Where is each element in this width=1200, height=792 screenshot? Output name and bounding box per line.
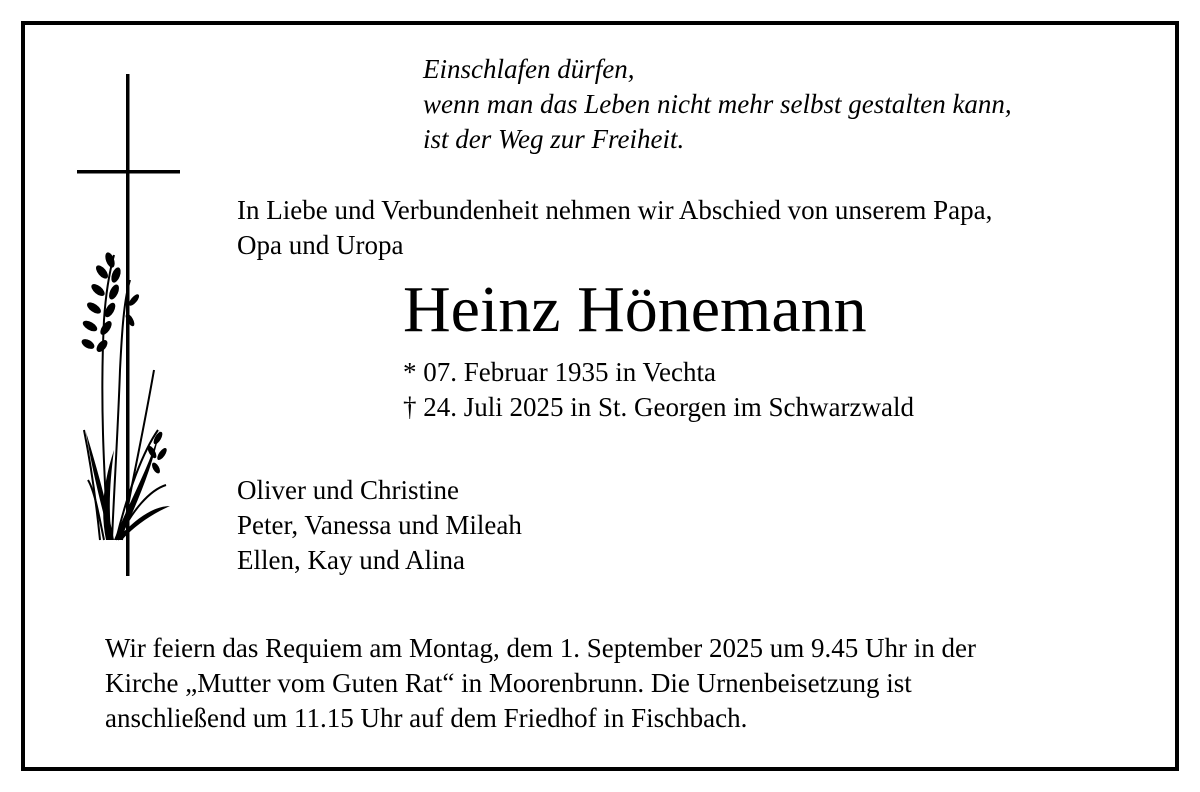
death-date: † 24. Juli 2025 in St. Georgen im Schwarzwald <box>403 392 914 422</box>
intro-line: In Liebe und Verbundenheit nehmen wir Abschied von unserem Papa, <box>237 195 993 225</box>
poem-line: Einschlafen dürfen, <box>423 54 635 84</box>
family-list <box>237 473 522 578</box>
family-line: Ellen, Kay und Alina <box>237 545 465 575</box>
poem-line: wenn man das Leben nicht mehr selbst gestalten kann, <box>423 89 1012 119</box>
service-line: Wir feiern das Requiem am Montag, dem 1. September 2025 um 9.45 Uhr in der <box>105 633 976 663</box>
service-info <box>105 631 976 736</box>
intro-text <box>237 193 992 263</box>
birth-date: * 07. Februar 1935 in Vechta <box>403 357 716 387</box>
family-line: Oliver und Christine <box>237 475 459 505</box>
epigraph-poem <box>423 52 1012 157</box>
life-dates <box>403 355 914 425</box>
service-line: Kirche „Mutter vom Guten Rat“ in Moorenbrunn. Die Urnenbeisetzung ist <box>105 668 912 698</box>
service-line: anschließend um 11.15 Uhr auf dem Friedhof in Fischbach. <box>105 703 748 733</box>
deceased-name: Heinz Hönemann <box>403 273 867 346</box>
intro-line: Opa und Uropa <box>237 230 404 260</box>
poem-line: ist der Weg zur Freiheit. <box>423 124 685 154</box>
cross-with-grass-icon <box>70 70 190 580</box>
family-line: Peter, Vanessa und Mileah <box>237 510 522 540</box>
